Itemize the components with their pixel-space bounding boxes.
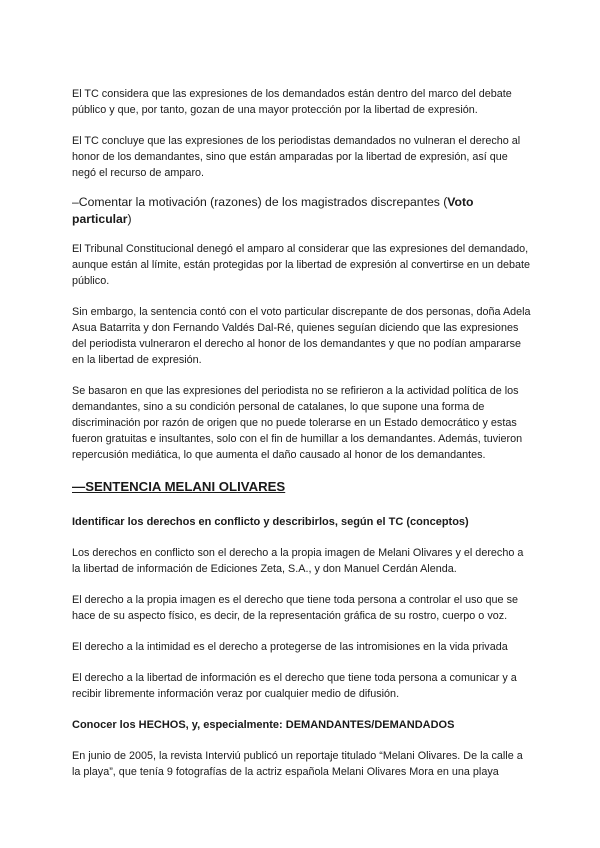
subheading-bold: Voto particular — [72, 195, 474, 226]
paragraph: Se basaron en que las expresiones del periodista no se refirieron a la actividad política de los demandantes, sino a su condición personal de catalanes, lo que supone una forma de discriminación por razón de origen que no puede tolerarse en un Estado democrático y estas fueron gratuitas e insultantes, solo con el fin de humillar a los demandantes. Además, tuvieron repercusión mediática, lo que aumenta el daño causado al honor de los demandantes. — [72, 385, 523, 461]
subheading-prefix: –Comentar la motivación (razones) de los magistrados discrepantes ( — [72, 195, 448, 209]
paragraph: Sin embargo, la sentencia contó con el voto particular discrepante de dos personas, doña Adela Asua Batarrita y don Fernando Valdés Dal-Ré, quienes seguían diciendo que las expresiones del periodista vulneraron el derecho al honor de los demandantes y que no podían ampararse en la libertad de expresión. — [72, 306, 531, 366]
paragraph: El Tribunal Constitucional denegó el amparo al considerar que las expresiones del demandado, aunque están al límite, están protegidas por la libertad de expresión al convertirse en un debate público. — [72, 243, 530, 287]
subheading-voto-particular — [72, 194, 532, 228]
subsection-heading: Conocer los HECHOS, y, especialmente: DEMANDANTES/DEMANDADOS — [72, 719, 455, 731]
subsection-heading: Identificar los derechos en conflicto y describirlos, según el TC (conceptos) — [72, 516, 469, 528]
document-body — [72, 86, 532, 780]
paragraph: En junio de 2005, la revista Interviú publicó un reportaje titulado “Melani Olivares. De la calle a la playa”, que tenía 9 fotografías de la actriz española Melani Olivares Mora en una playa — [72, 750, 523, 778]
paragraph: El TC considera que las expresiones de los demandados están dentro del marco del debate público y que, por tanto, gozan de una mayor protección por la libertad de expresión. — [72, 88, 512, 116]
paragraph: El derecho a la propia imagen es el derecho que tiene toda persona a controlar el uso que se hace de su aspecto físico, es decir, de la representación gráfica de su rostro, cuerpo o voz. — [72, 594, 518, 622]
paragraph: Los derechos en conflicto son el derecho a la propia imagen de Melani Olivares y el derecho a la libertad de información de Ediciones Zeta, S.A., y don Manuel Cerdán Alenda. — [72, 547, 524, 575]
section-heading: —SENTENCIA MELANI OLIVARES — [72, 479, 286, 494]
paragraph: El derecho a la libertad de información es el derecho que tiene toda persona a comunicar y a recibir libremente información veraz por cualquier medio de difusión. — [72, 672, 517, 700]
paragraph: El derecho a la intimidad es el derecho a protegerse de las intromisiones en la vida privada — [72, 641, 508, 653]
subheading-suffix: ) — [127, 212, 132, 226]
paragraph: El TC concluye que las expresiones de los periodistas demandados no vulneran el derecho al honor de los demandantes, sino que están amparadas por la libertad de expresión, así que negó el recurso de amparo. — [72, 135, 521, 179]
